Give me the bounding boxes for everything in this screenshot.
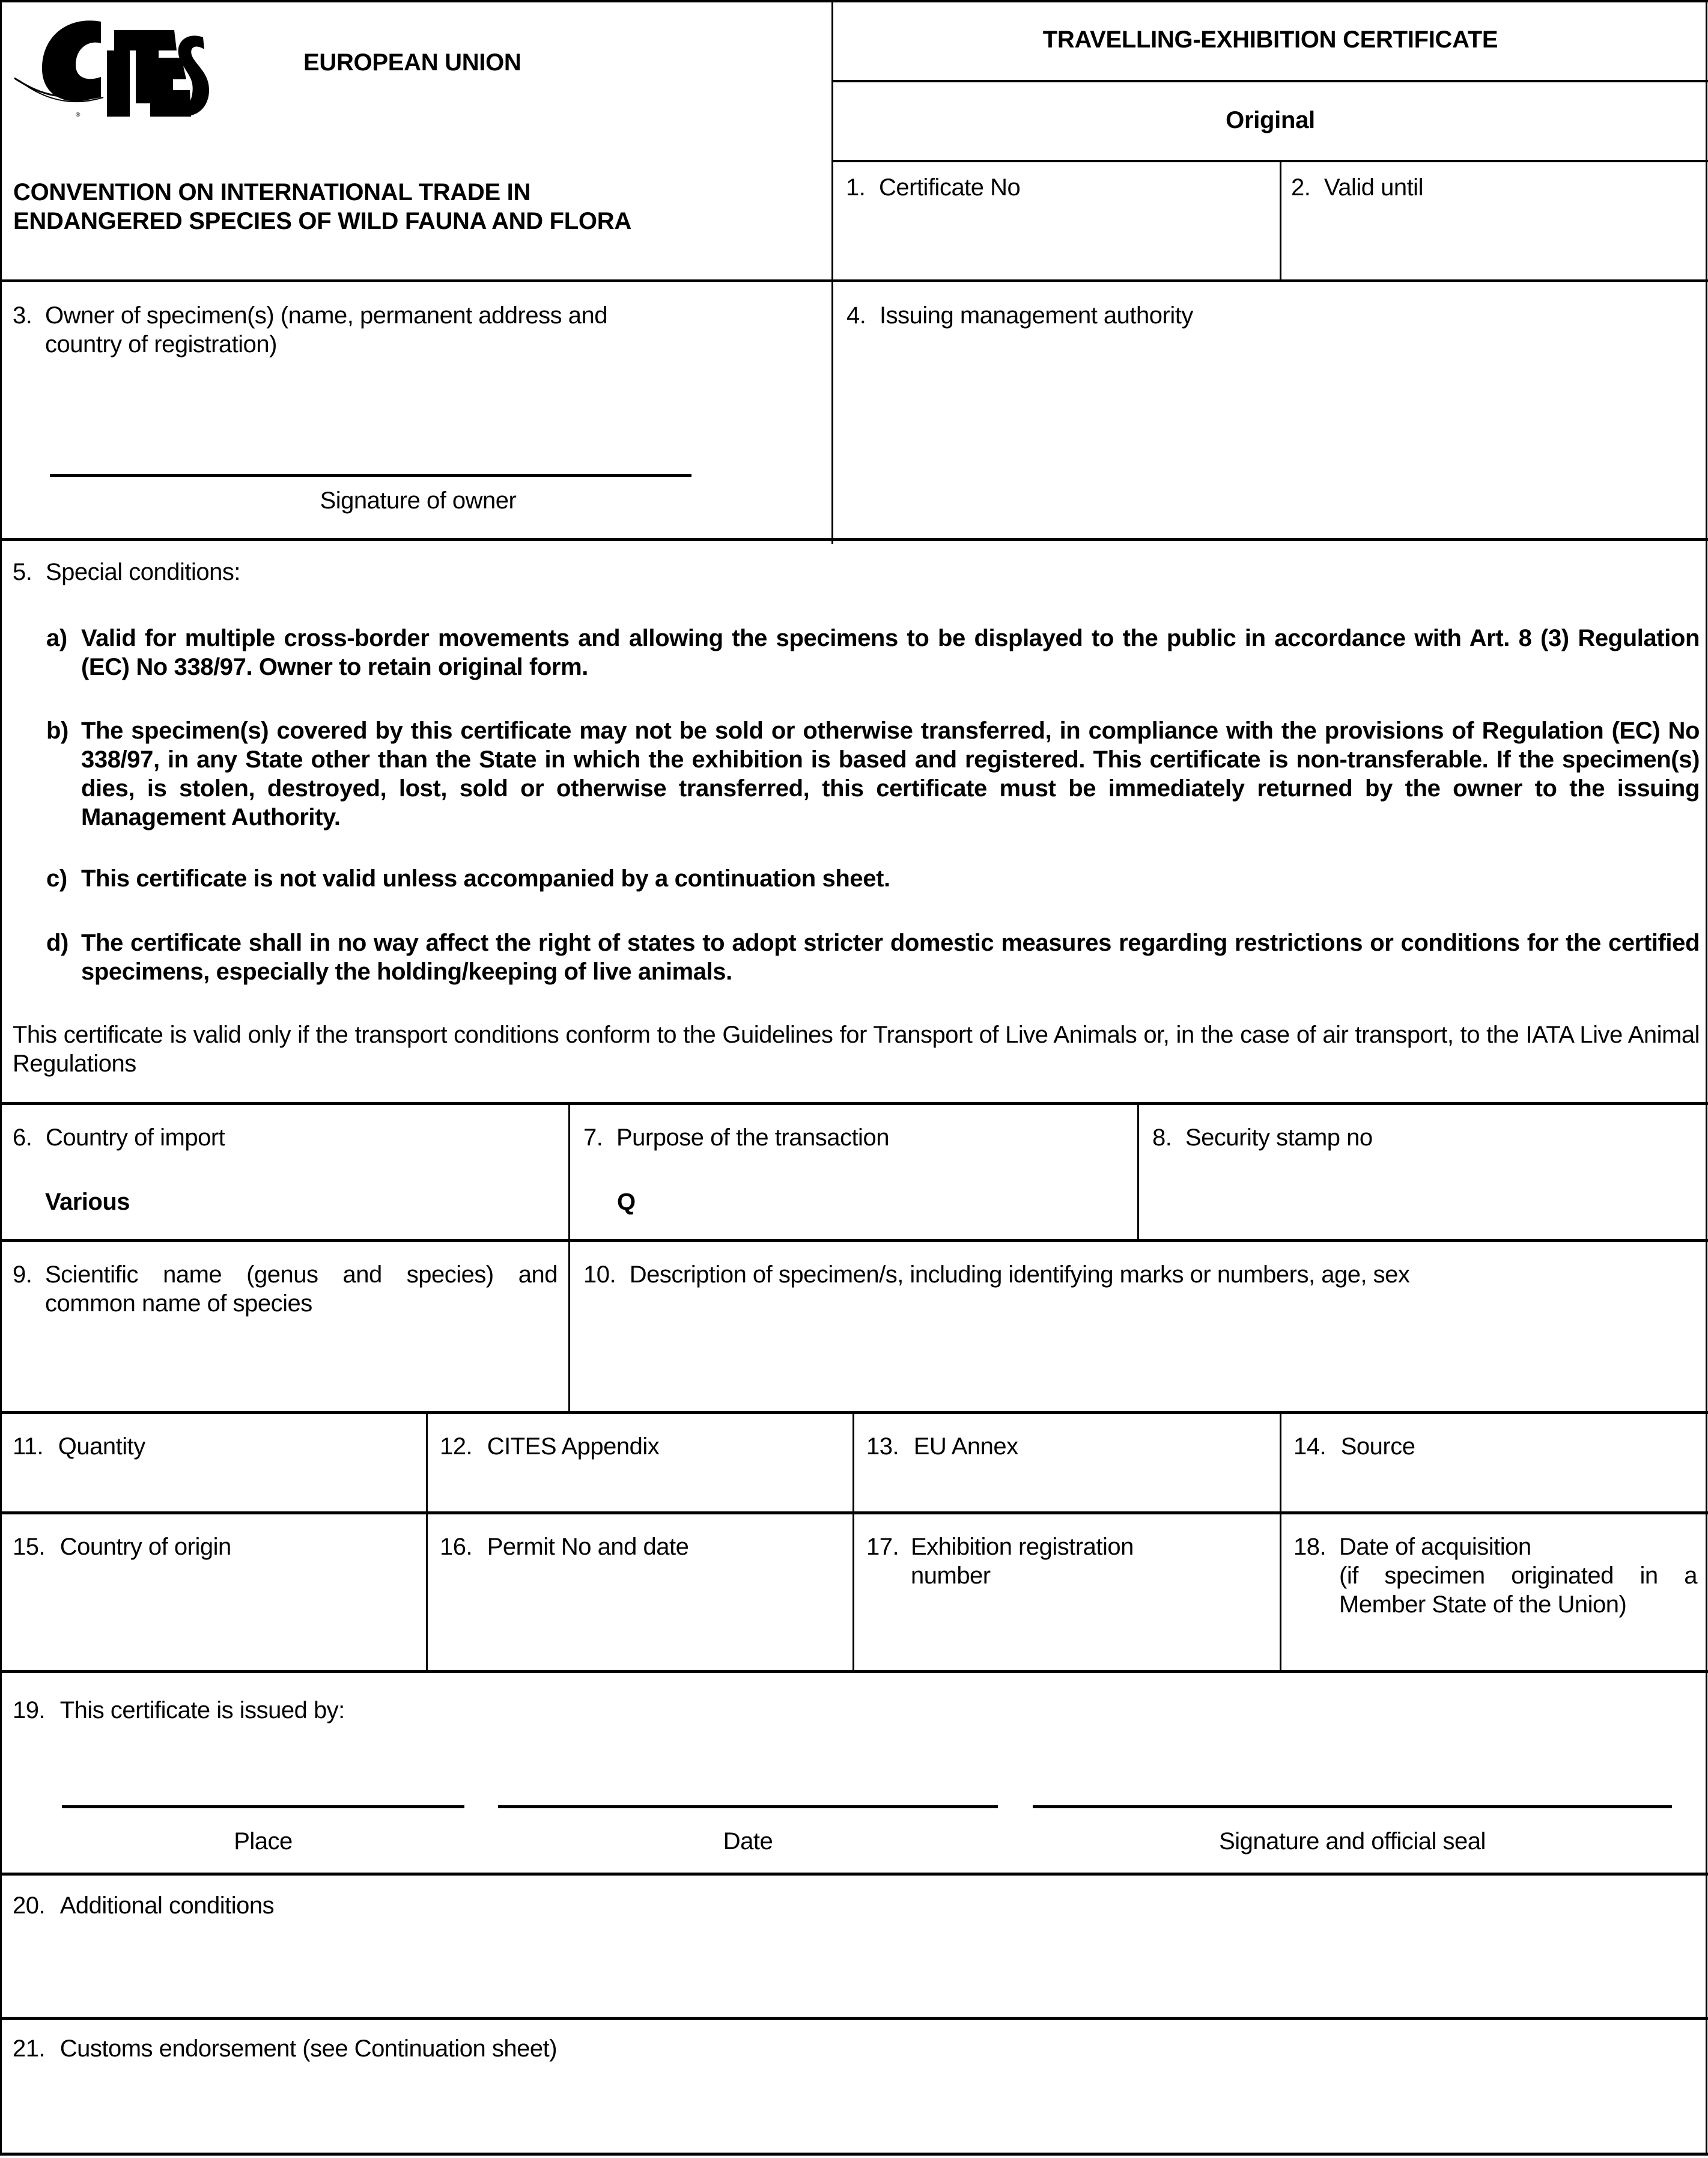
field-additional-conditions[interactable]: [2, 1876, 1706, 2017]
place-caption: Place: [234, 1828, 293, 1855]
condition-text: The certificate shall in no way affect the right of states to adopt stricter domestic measures regarding restrictions or conditions for the certified specimens, especially the holding/keeping of live animals.: [81, 930, 1700, 985]
place-line[interactable]: [62, 1805, 464, 1808]
field-security-stamp[interactable]: [1139, 1105, 1706, 1239]
signature-seal-line[interactable]: [1033, 1805, 1672, 1808]
field-number: 13.: [866, 1433, 899, 1460]
field-value: Various: [45, 1189, 130, 1215]
field-number: 3.: [13, 302, 32, 329]
field-label: Purpose of the transaction: [616, 1124, 889, 1151]
field-number: 11.: [13, 1433, 44, 1460]
condition-mark: c): [46, 865, 67, 892]
border-right: [1706, 0, 1707, 2155]
border-top: [0, 0, 1708, 2]
field-heading: [866, 1432, 1018, 1461]
date-line[interactable]: [498, 1805, 998, 1808]
condition-d: [46, 928, 1700, 986]
field-number: 14.: [1293, 1433, 1327, 1460]
convention-line-1: CONVENTION ON INTERNATIONAL TRADE IN: [13, 179, 531, 206]
field-eu-annex[interactable]: [854, 1414, 1280, 1511]
field-label: Permit No and date: [487, 1534, 689, 1560]
field-label: Special conditions:: [45, 559, 241, 585]
field-certificate-no[interactable]: [833, 162, 1280, 279]
field-exhibition-registration[interactable]: [854, 1514, 1280, 1669]
condition-text: This certificate is not valid unless accompanied by a continuation sheet.: [81, 865, 890, 892]
field-heading: [13, 2034, 557, 2063]
field-number: 8.: [1152, 1124, 1172, 1151]
field-number: 1.: [846, 174, 866, 201]
field-number: 2.: [1291, 174, 1311, 201]
field-cites-appendix[interactable]: [428, 1414, 852, 1511]
field-value: Q: [617, 1189, 636, 1215]
cites-logo-icon: [11, 13, 215, 121]
condition-mark: b): [46, 718, 68, 744]
condition-mark: d): [46, 930, 68, 956]
field-label-line-2: (if specimen originated in a: [1339, 1562, 1697, 1589]
copy-type: Original: [1226, 107, 1315, 133]
field-heading: [583, 1260, 1409, 1289]
field-valid-until[interactable]: [1281, 162, 1706, 279]
field-label: Source: [1340, 1433, 1415, 1460]
field-number: 4.: [846, 302, 866, 329]
field-number: 16.: [440, 1534, 473, 1560]
field-customs-endorsement[interactable]: [2, 2020, 1706, 2153]
field-number: 17.: [866, 1534, 899, 1560]
condition-text: Valid for multiple cross-border movements and allowing the specimens to be displayed to the public in accordance with Art. 8 (3) Regulation (EC) No 338/97. Owner to retain original form.: [81, 625, 1700, 680]
field-number: 9.: [13, 1261, 32, 1288]
field-heading: [13, 1696, 345, 1725]
field-heading: [1293, 1432, 1415, 1461]
field-number: 20.: [13, 1892, 46, 1919]
convention-line-2: ENDANGERED SPECIES OF WILD FAUNA AND FLORA: [13, 208, 631, 234]
field-label-line-2: country of registration): [45, 331, 277, 358]
field-label: Country of import: [45, 1124, 225, 1151]
field-purpose[interactable]: [570, 1105, 1137, 1239]
field-label-line-1: Scientific name (genus and species) and: [45, 1261, 558, 1288]
field-date-of-acquisition[interactable]: [1281, 1514, 1706, 1669]
signature-seal-caption: Signature and official seal: [1219, 1828, 1486, 1855]
field-label: [1339, 1532, 1697, 1619]
field-label-line-3: Member State of the Union): [1339, 1591, 1627, 1618]
field-label: Quantity: [58, 1433, 145, 1460]
field-number: 21.: [13, 2035, 46, 2062]
field-label: This certificate is issued by:: [59, 1697, 345, 1724]
field-number: 18.: [1293, 1534, 1327, 1560]
field-label-line-2: number: [911, 1562, 991, 1589]
field-source[interactable]: [1281, 1414, 1706, 1511]
field-number: 12.: [440, 1433, 473, 1460]
field-number: 7.: [583, 1124, 603, 1151]
field-label: [45, 301, 607, 359]
field-country-of-origin[interactable]: [2, 1514, 426, 1669]
field-heading: [1152, 1123, 1373, 1152]
field-label: Country of origin: [59, 1534, 231, 1560]
document-title: TRAVELLING-EXHIBITION CERTIFICATE: [1042, 26, 1498, 53]
field-special-conditions: [2, 541, 1706, 1102]
field-heading: [583, 1123, 889, 1152]
field-owner[interactable]: [2, 282, 831, 538]
svg-text:®: ®: [76, 112, 81, 118]
field-permit-no-date[interactable]: [428, 1514, 852, 1669]
field-label: EU Annex: [913, 1433, 1018, 1460]
field-label: Description of specimen/s, including identifying marks or numbers, age, sex: [629, 1261, 1410, 1288]
field-label-line-1: Date of acquisition: [1339, 1534, 1531, 1560]
date-caption: Date: [723, 1828, 773, 1855]
field-label-line-1: Exhibition registration: [911, 1534, 1134, 1560]
field-label: Security stamp no: [1185, 1124, 1373, 1151]
field-heading: [13, 1891, 274, 1920]
field-label-line-2: common name of species: [45, 1290, 312, 1317]
field-heading: [440, 1432, 659, 1461]
condition-text: The specimen(s) covered by this certificate may not be sold or otherwise transferred, in compliance with the provisions of Regulation (EC) No 338/97, in any State other than the State in which the exhibition is based and registered. This certificate is non-transferable. If the specimen(s) dies, is stolen, destroyed, lost, sold or otherwise transferred, this certificate must be immediately returned by the owner to the issuing Management Authority.: [81, 718, 1700, 831]
owner-signature-caption: Signature of owner: [320, 487, 517, 514]
field-label: [911, 1532, 1134, 1590]
field-country-of-import[interactable]: [2, 1105, 568, 1239]
condition-b: [46, 716, 1700, 832]
condition-mark: a): [46, 625, 67, 651]
field-number: 5.: [13, 559, 32, 585]
condition-a: [46, 624, 1700, 681]
cites-logo: [11, 13, 215, 121]
field-description[interactable]: [570, 1242, 1706, 1411]
field-number: 10.: [583, 1261, 616, 1288]
field-issuing-authority[interactable]: [833, 282, 1706, 538]
field-number: 6.: [13, 1124, 32, 1151]
border-bottom: [0, 2153, 1708, 2156]
field-label: [45, 1260, 558, 1318]
condition-c: [46, 864, 1700, 893]
field-quantity[interactable]: [2, 1414, 426, 1511]
field-label: Issuing management authority: [879, 302, 1193, 329]
convention-title: [13, 178, 631, 236]
field-label: Additional conditions: [59, 1892, 275, 1919]
field-label: Valid until: [1324, 174, 1423, 201]
transport-note: This certificate is valid only if the transport conditions conform to the Guidelines for Transport of Live Animals or, in the case of air transport, to the IATA Live Animal Regulations: [13, 1022, 1700, 1077]
field-heading: [13, 1123, 225, 1152]
field-number: 15.: [13, 1534, 46, 1560]
field-label: CITES Appendix: [487, 1433, 660, 1460]
field-heading: [13, 1532, 231, 1561]
field-number: 19.: [13, 1697, 46, 1724]
field-heading: [440, 1532, 688, 1561]
field-issued-by: [2, 1673, 1706, 1873]
owner-signature-line[interactable]: [50, 474, 691, 477]
field-label: Certificate No: [878, 174, 1021, 201]
org-name: EUROPEAN UNION: [303, 49, 521, 76]
divider-title-row: [833, 80, 1708, 82]
field-scientific-name[interactable]: [2, 1242, 568, 1411]
special-conditions-heading: [13, 558, 240, 587]
field-label: Customs endorsement (see Continuation sheet): [59, 2035, 558, 2062]
field-label-line-1: Owner of specimen(s) (name, permanent address and: [45, 302, 607, 329]
field-heading: [13, 1432, 145, 1461]
